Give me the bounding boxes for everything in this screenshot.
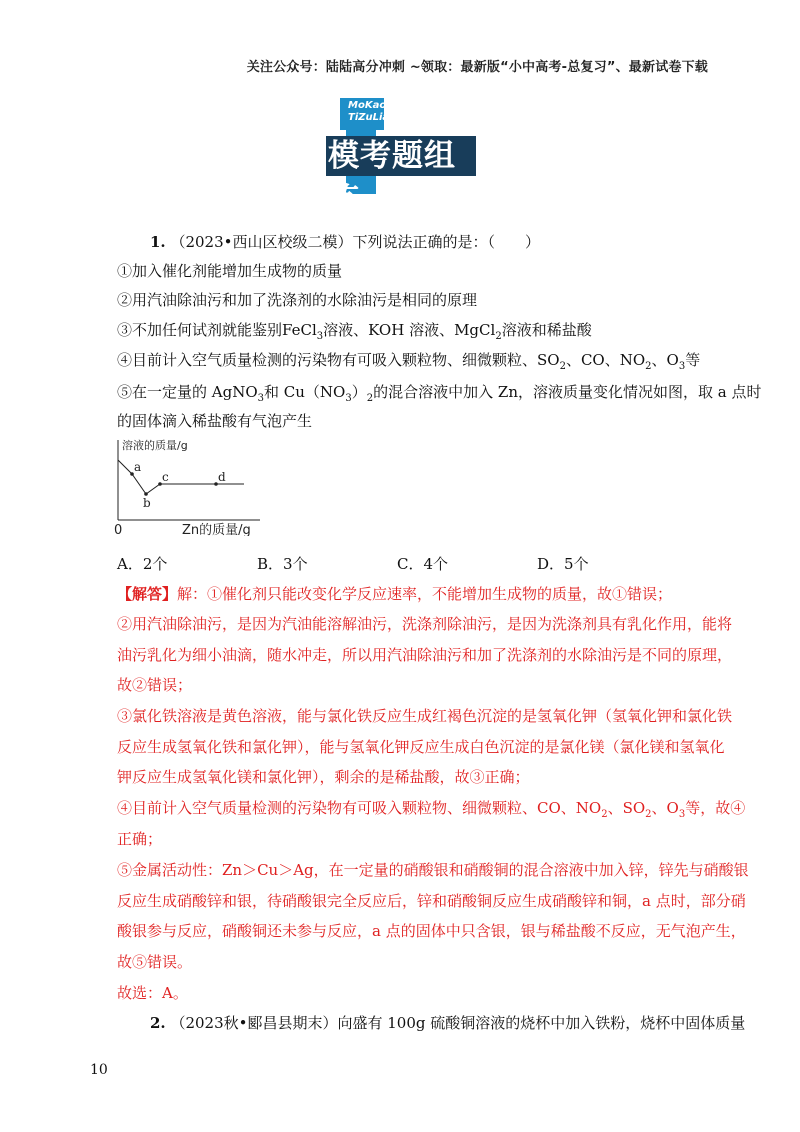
x-axis-label: Zn的质量/g [182, 523, 251, 536]
statement-4: ④目前计入空气质量检测的污染物有可吸入颗粒物、细微颗粒、$SO_2$、CO、$NO_2$、$O_3$等 [117, 351, 701, 372]
brand-logo [318, 96, 478, 218]
answer-line-11: 反应生成硝酸锌和银，待硝酸银完全反应后，锌和硝酸铜反应生成硝酸锌和铜，a 点时，部分硝 [117, 892, 746, 910]
answer-line-7: 钾反应生成氢氧化镁和氯化钾），剩余的是稀盐酸，故③正确； [117, 768, 530, 786]
option-a: A．2个 [117, 555, 168, 573]
answer-line-1: 【解答】解：①催化剂只能改变化学反应速率，不能增加生成物的质量，故①错误； [117, 585, 673, 603]
answer-line-12: 酸银参与反应，硝酸铜还未参与反应，a 点的固体中只含银，银与稀盐酸不反应，无气泡产生， [117, 922, 746, 940]
point-label-c: c [162, 470, 169, 484]
point-label-b: b [143, 496, 151, 510]
options-row [117, 554, 677, 574]
answer-line-6: 反应生成氢氧化铁和氯化钾），能与氢氧化钾反应生成白色沉淀的是氯化镁（氯化镁和氢氧化 [117, 738, 725, 756]
statement-5: ⑤在一定量的 AgNO$_3$和 $Cu(NO_3)_2$的混合溶液中加入 Zn，溶液质量变化情况如图，取 a 点时 [117, 383, 762, 404]
answer-line-3: 油污乳化为细小油滴，随水冲走，所以用汽油除油污和加了洗涤剂的水除油污是不同的原理， [117, 646, 733, 664]
logo-english: MoKao TiZuLian [348, 100, 397, 123]
point-label-d: d [218, 470, 226, 484]
answer-line-10: ⑤金属活动性：Zn＞Cu＞Ag，在一定量的硝酸银和硝酸铜的混合溶液中加入锌，锌先与硝酸银 [117, 861, 749, 879]
question-1-header [150, 232, 540, 252]
answer-line-13: 故⑤错误。 [117, 953, 193, 971]
option-b: B．3个 [257, 555, 308, 573]
y-axis-label: 溶液的质量/g [122, 439, 188, 452]
answer-line-14: 故选：A。 [117, 984, 188, 1002]
origin-label: 0 [114, 523, 123, 536]
logo-chinese: 模考题组练 [328, 138, 456, 218]
option-c: C．4个 [397, 555, 449, 573]
question-2-header [150, 1013, 745, 1033]
question-source: （2023•西山区校级二模）下列说法正确的是：（ ） [170, 233, 540, 251]
statement-1: ①加入催化剂能增加生成物的质量 [117, 262, 343, 280]
solution-mass-chart [110, 436, 270, 536]
answer-line-8: ④目前计入空气质量检测的污染物有可吸入颗粒物、细微颗粒、CO、$NO_2$、$SO_2$、$O_3$等，故④ [117, 799, 746, 820]
answer-line-9: 正确； [117, 830, 163, 848]
answer-line-5: ③氯化铁溶液是黄色溶液，能与氯化铁反应生成红褐色沉淀的是氢氧化钾（氢氧化钾和氯化铁 [117, 707, 733, 725]
chart-points [130, 460, 226, 510]
page-number: 10 [90, 1062, 108, 1078]
question-number: 2. [150, 1014, 166, 1032]
answer-line-4: 故②错误； [117, 676, 193, 694]
header-note: 关注公众号：陆陆高分冲刺 ~领取：最新版“小中高考-总复习”、最新试卷下载 [246, 60, 708, 75]
question-number: 1. [150, 233, 166, 251]
statement-5-cont: 的固体滴入稀盐酸有气泡产生 [117, 412, 313, 430]
point-label-a: a [134, 460, 142, 474]
statement-2: ②用汽油除油污和加了洗涤剂的水除油污是相同的原理 [117, 291, 478, 309]
statement-3: ③不加任何试剂就能鉴别FeCl$_3$溶液、KOH 溶液、MgCl$_2$溶液和稀盐酸 [117, 321, 592, 342]
option-d: D．5个 [537, 555, 589, 573]
answer-line-2: ②用汽油除油污，是因为汽油能溶解油污，洗涤剂除油污，是因为洗涤剂具有乳化作用，能将 [117, 615, 733, 633]
question-text: （2023秋•郾昌县期末）向盛有 100g 硫酸铜溶液的烧杯中加入铁粉，烧杯中固体质量 [170, 1014, 746, 1032]
